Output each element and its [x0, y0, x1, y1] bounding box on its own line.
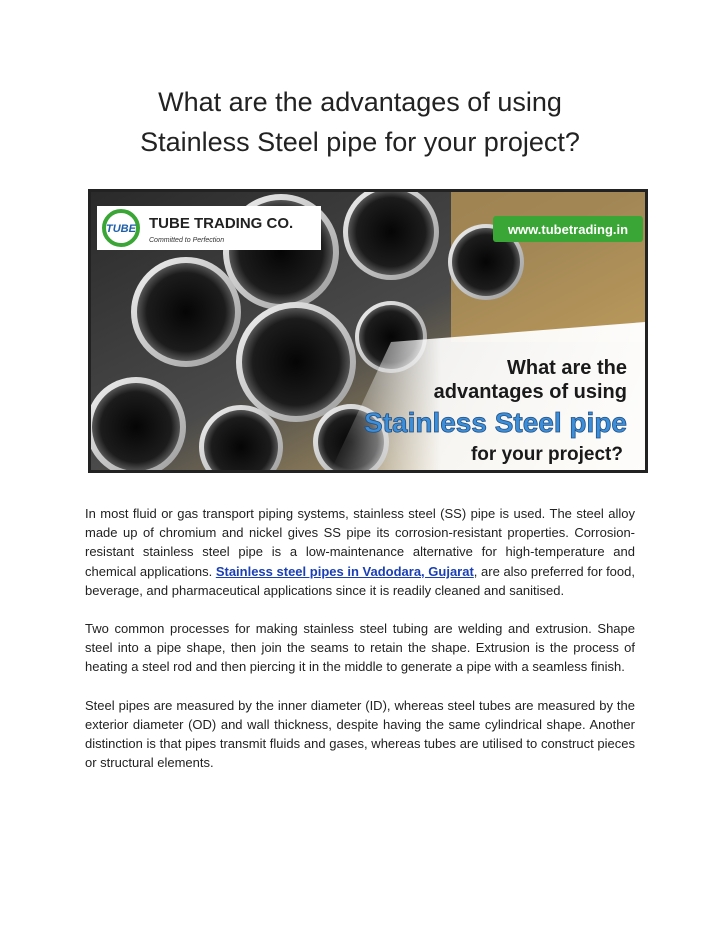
banner-headline-line-4: for your project?: [470, 444, 623, 465]
logo-mark: TUBE: [106, 223, 136, 235]
banner-image: [88, 189, 648, 473]
paragraph-2: Two common processes for making stainless steel tubing are welding and extrusion. Shape steel into a pipe shape, then join the seams to retain the shape. Extrusion is the process of heating a steel rod and then piercing it in the middle to generate a pipe with a seamless finish.: [85, 621, 635, 675]
banner-graphic: [91, 192, 645, 470]
website-badge: [493, 216, 643, 242]
paragraph-1: [85, 504, 635, 600]
website-url: www.tubetrading.in: [507, 222, 629, 237]
company-tagline: Committed to Perfection: [149, 237, 225, 244]
page-title: [60, 82, 660, 162]
page-title-line-2: Stainless Steel pipe for your project?: [140, 127, 580, 157]
banner-headline-line-1: What are the: [506, 357, 627, 379]
paragraph-3: Steel pipes are measured by the inner diameter (ID), whereas steel tubes are measured by the exterior diameter (OD) and wall thickness, despite having the same cylindrical shape. Another distinction is that pipes transmit fluids and gases, whereas tubes are utilised to construct pieces or structural elements.: [85, 697, 635, 771]
paragraph-1-text-end: , are also preferred for food, beverage, and pharmaceutical applications since it is readily cleaned and sanitised.: [85, 563, 635, 598]
banner-headline-highlight: Stainless Steel pipe: [364, 407, 627, 438]
article-body: [85, 504, 635, 791]
paragraph-1-text-start: In most fluid or gas transport piping systems, stainless steel (SS) pipe is used. The steel alloy made up of chromium and nickel gives SS pipe its corrosion-resistant properties. Corrosion-resistant stainless steel pipe is a low-maintenance alternative for high-temperature and chemical applications.: [85, 506, 635, 579]
stainless-steel-pipes-vadodara-link[interactable]: Stainless steel pipes in Vadodara, Gujarat: [215, 563, 474, 579]
company-logo: [97, 206, 321, 250]
page-title-line-1: What are the advantages of using: [158, 87, 562, 117]
company-name: TUBE TRADING CO.: [149, 215, 294, 232]
banner-headline-line-2: advantages of using: [433, 381, 627, 403]
